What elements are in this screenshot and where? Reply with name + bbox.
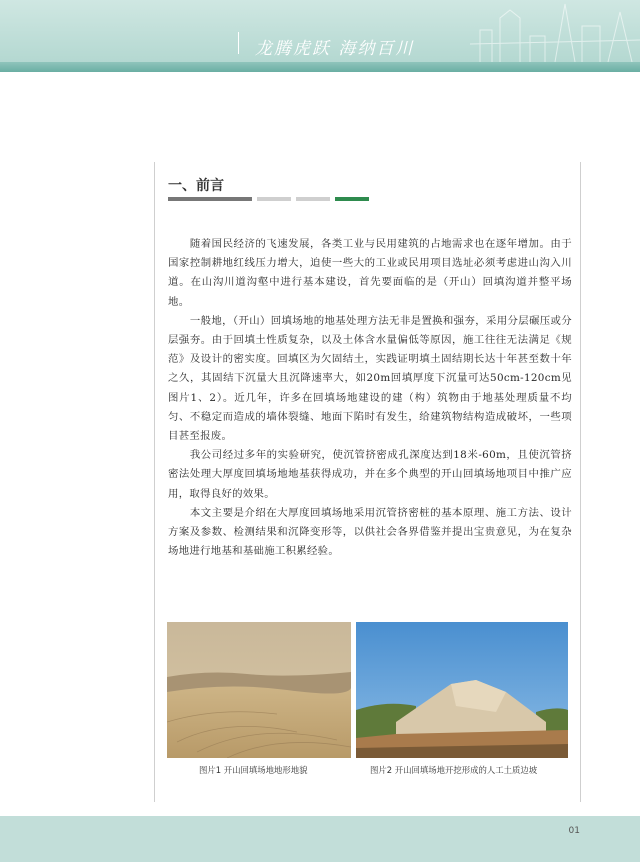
photo-landfill-terrain <box>167 622 351 758</box>
paragraph: 随着国民经济的飞速发展，各类工业与民用建筑的占地需求也在逐年增加。由于国家控制耕地红线压力增大，迫使一些大的工业或民用项目选址必须考虑进山沟入川道。在山沟川道沟壑中进行基本建设，首先要面临的是（开山）回填沟道并整平场地。 <box>168 238 572 308</box>
figure-caption: 图片1 开山回填场地地形地貌 <box>199 765 308 775</box>
page-number: 01 <box>568 826 580 836</box>
header-cityscape-sketch <box>470 0 640 62</box>
header-slogan: 龙腾虎跃 海纳百川 <box>255 39 415 59</box>
body-text <box>168 235 572 561</box>
title-underline-dark <box>168 197 252 201</box>
figure-caption: 图片2 开山回填场地开挖形成的人工土质边坡 <box>370 765 538 775</box>
header-divider <box>238 32 239 54</box>
title-underline-light <box>296 197 330 201</box>
paragraph: 一般地，（开山）回填场地的地基处理方法无非是置换和强夯，采用分层碾压或分层强夯。由于回填土性质复杂，以及土体含水量偏低等原因，施工往往无法满足《规范》及设计的密实度。回填区为欠固结土，实践证明填土固结期长达十年甚至数十年之久，其固结下沉量大且沉降速率大，如20m回填厚度下沉量可达50cm-120cm见图片1、2）。近几年，许多在回填场地建设的建（构）筑物由于地基处理质量不均匀、不稳定而造成的墙体裂缝、地面下陷时有发生，给建筑物结构造成破坏，一些项目甚至报废。 <box>168 314 572 443</box>
title-underline-accent <box>335 197 369 201</box>
photo-artificial-slope <box>356 622 568 758</box>
section-title: 一、前言 <box>168 178 224 194</box>
header-rule <box>0 62 640 72</box>
title-underline-light <box>257 197 291 201</box>
footer-band <box>0 816 640 862</box>
paragraph: 本文主要是介绍在大厚度回填场地采用沉管挤密桩的基本原理、施工方法、设计方案及参数、检测结果和沉降变形等，以供社会各界借鉴并提出宝贵意见，为在复杂场地进行地基和基础施工积累经验。 <box>168 506 572 558</box>
paragraph: 我公司经过多年的实验研究，使沉管挤密成孔深度达到18米-60m，且使沉管挤密法处理大厚度回填场地地基获得成功，并在多个典型的开山回填场地项目中推广应用，取得良好的效果。 <box>168 449 572 500</box>
